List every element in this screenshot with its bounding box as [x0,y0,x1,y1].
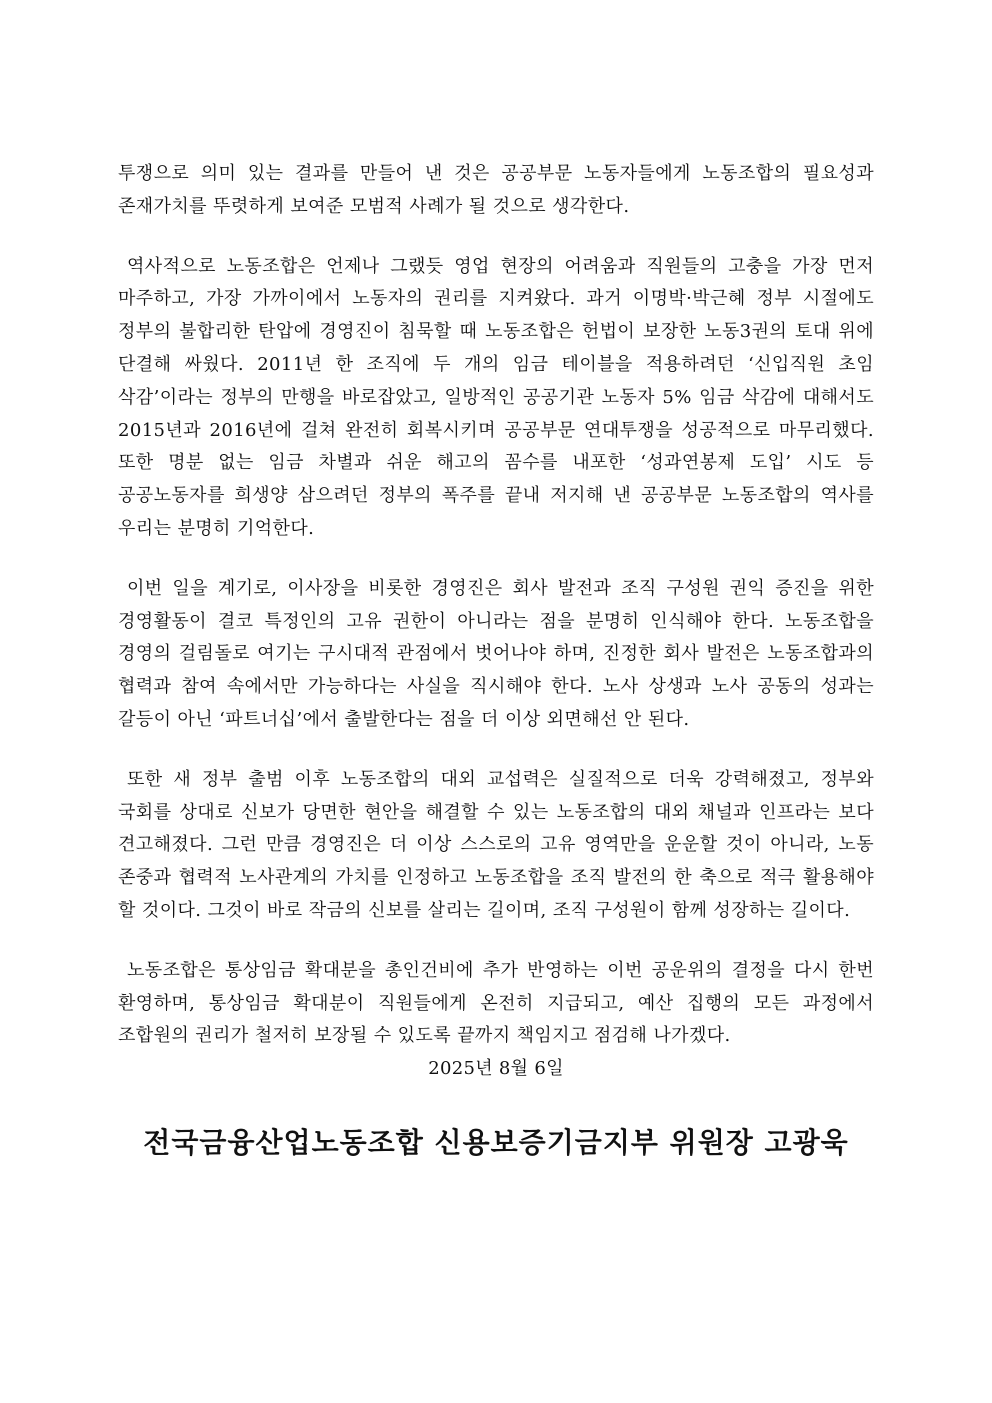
paragraph-2: 역사적으로 노동조합은 언제나 그랬듯 영업 현장의 어려움과 직원들의 고충을 가장 먼저 마주하고, 가장 가까이에서 노동자의 권리를 지켜왔다. 과거 이명박·박근혜 정부 시절에도 정부의 불합리한 탄압에 경영진이 침묵할 때 노동조합은 헌법이 보장한 노동3권의 토대 위에 단결해 싸웠다. 2011년 한 조직에 두 개의 임금 테이블을 적용하려던 ‘신입직원 초임 삭감’이라는 정부의 만행을 바로잡았고, 일방적인 공공기관 노동자 5% 임금 삭감에 대해서도 2015년과 2016년에 걸쳐 완전히 회복시키며 공공부문 연대투쟁을 성공적으로 마무리했다. 또한 명분 없는 임금 차별과 쉬운 해고의 꼼수를 내포한 ‘성과연봉제 도입’ 시도 등 공공노동자를 희생양 삼으려던 정부의 폭주를 끝내 저지해 낸 공공부문 노동조합의 역사를 우리는 분명히 기억한다. [118,255,874,539]
paragraph-5: 노동조합은 통상임금 확대분을 총인건비에 추가 반영하는 이번 공운위의 결정을 다시 한번 환영하며, 통상임금 확대분이 직원들에게 온전히 지급되고, 예산 집행의 모든 과정에서 조합원의 권리가 철저히 보장될 수 있도록 끝까지 책임지고 점검해 나가겠다. [118,959,874,1047]
paragraph-1: 투쟁으로 의미 있는 결과를 만들어 낸 것은 공공부문 노동자들에게 노동조합의 필요성과 존재가치를 뚜렷하게 보여준 모범적 사례가 될 것으로 생각한다. [118,163,874,217]
signature-line: 전국금융산업노동조합 신용보증기금지부 위원장 고광욱 [143,1126,849,1160]
paragraph-4: 또한 새 정부 출범 이후 노동조합의 대외 교섭력은 실질적으로 더욱 강력해졌고, 정부와 국회를 상대로 신보가 당면한 현안을 해결할 수 있는 노동조합의 대외 채널과 인프라는 보다 견고해졌다. 그런 만큼 경영진은 더 이상 스스로의 고유 영역만을 운운할 것이 아니라, 노동 존중과 협력적 노사관계의 가치를 인정하고 노동조합을 조직 발전의 한 축으로 적극 활용해야 할 것이다. 그것이 바로 작금의 신보를 살리는 길이며, 조직 구성원이 함께 성장하는 길이다. [118,768,874,921]
paragraph-3: 이번 일을 계기로, 이사장을 비롯한 경영진은 회사 발전과 조직 구성원 권익 증진을 위한 경영활동이 결코 특정인의 고유 권한이 아니라는 점을 분명히 인식해야 한다. 노동조합을 경영의 걸림돌로 여기는 구시대적 관점에서 벗어나야 하며, 진정한 회사 발전은 노동조합과의 협력과 참여 속에서만 가능하다는 사실을 직시해야 한다. 노사 상생과 노사 공동의 성과는 갈등이 아닌 ‘파트너십’에서 출발한다는 점을 더 이상 외면해선 안 된다. [118,577,874,730]
document-date: 2025년 8월 6일 [428,1058,564,1080]
document-page [118,158,874,1163]
